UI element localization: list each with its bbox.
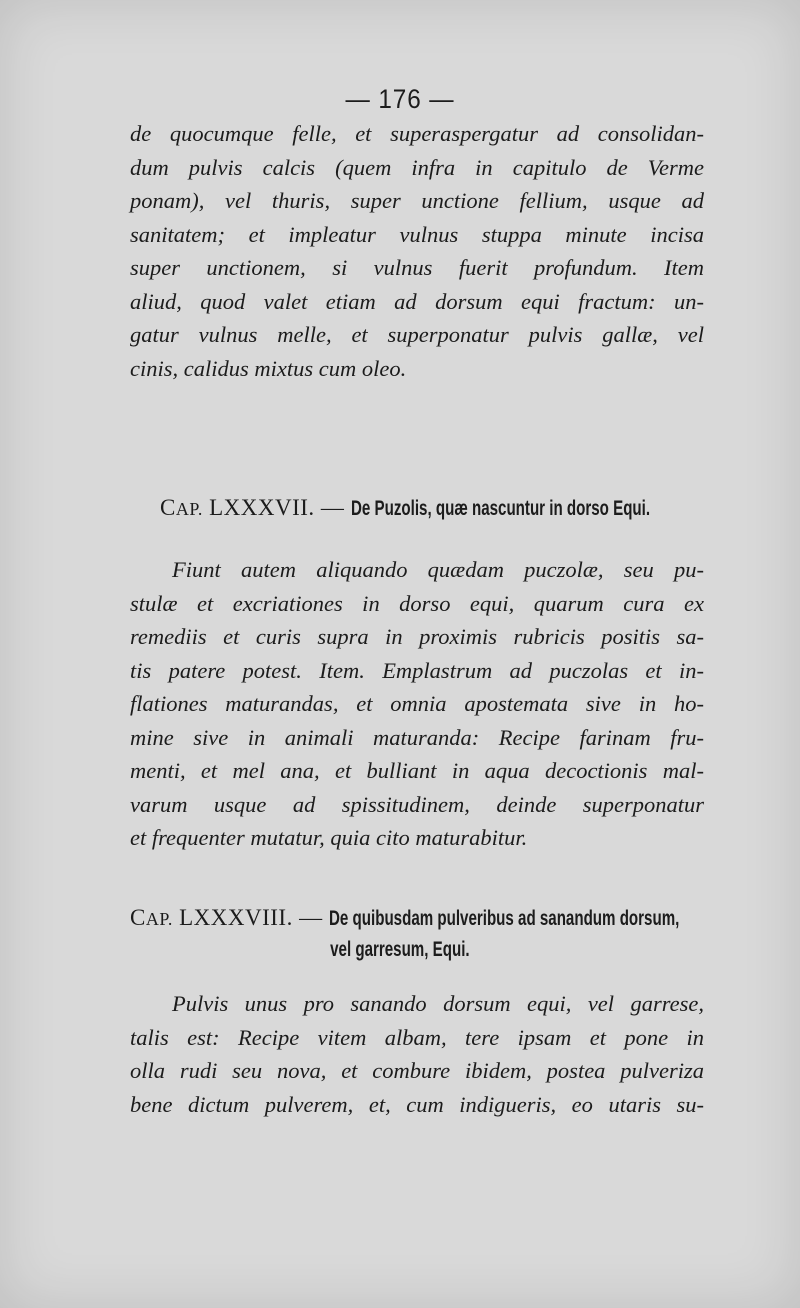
page-number: — 176 — [345, 84, 455, 114]
text-line: remediis et curis supra in proximis rubricis positis sa- [130, 624, 704, 649]
chapter-label-ap: AP. [145, 909, 173, 929]
text-line: super unctionem, si vulnus fuerit profundum. Item [130, 255, 704, 280]
text-line: olla rudi seu nova, et combure ibidem, postea pulveriza [130, 1058, 704, 1083]
chapter-88-heading [130, 905, 704, 931]
chapter-88-body [130, 987, 704, 1121]
text-line: stulæ et excriationes in dorso equi, quarum cura ex [130, 590, 704, 616]
text-line: cinis, calidus mixtus cum oleo. [130, 355, 407, 381]
chapter-title-cont: vel garresum, Equi. [330, 938, 470, 961]
text-line: Fiunt autem aliquando quædam puczolæ, seu pu- [172, 557, 704, 582]
chapter-label-ap: AP. [175, 499, 203, 519]
text-line: Pulvis unus pro sanando dorsum equi, vel garrese, [172, 991, 704, 1016]
chapter-label [130, 905, 329, 930]
text-line: sanitatem; et impleatur vulnus stuppa minute incisa [130, 221, 704, 247]
chapter-87-heading [160, 495, 720, 521]
text-line: varum usque ad spissitudinem, deinde superponatur [130, 791, 704, 817]
chapter-numeral: LXXXVIII. — [172, 905, 329, 930]
chapter-label-c: C [130, 905, 146, 930]
text-line: gatur vulnus melle, et superponatur pulvis gallæ, vel [130, 322, 704, 347]
chapter-label-c: C [160, 495, 176, 520]
text-line: tis patere potest. Item. Emplastrum ad puczolas et in- [130, 657, 704, 683]
intro-paragraph [130, 117, 704, 385]
text-line: mine sive in animali maturanda: Recipe farinam fru- [130, 724, 704, 750]
chapter-numeral: LXXXVII. — [202, 495, 351, 520]
text-line: dum pulvis calcis (quem infra in capitulo de Verme [130, 154, 704, 180]
text-line: talis est: Recipe vitem albam, tere ipsam et pone in [130, 1024, 704, 1050]
text-line: aliud, quod valet etiam ad dorsum equi fractum: un- [130, 288, 704, 314]
chapter-title: De Puzolis, quæ nascuntur in dorso Equi. [350, 497, 650, 520]
chapter-88-heading-line2 [0, 938, 800, 962]
text-line: flationes maturandas, et omnia apostemata sive in ho- [130, 691, 704, 716]
chapter-title: De quibusdam pulveribus ad sanandum dorsum, [328, 907, 680, 930]
text-line: ponam), vel thuris, super unctione fellium, usque ad [130, 188, 704, 213]
text-line: et frequenter mutatur, quia cito maturabitur. [130, 825, 528, 850]
chapter-87-body [130, 553, 704, 855]
text-line: menti, et mel ana, et bulliant in aqua decoctionis mal- [130, 758, 704, 783]
text-line: de quocumque felle, et superaspergatur ad consolidan- [130, 121, 704, 146]
chapter-label [160, 495, 351, 520]
text-line: bene dictum pulverem, et, cum indigueris, eo utaris su- [130, 1091, 704, 1117]
